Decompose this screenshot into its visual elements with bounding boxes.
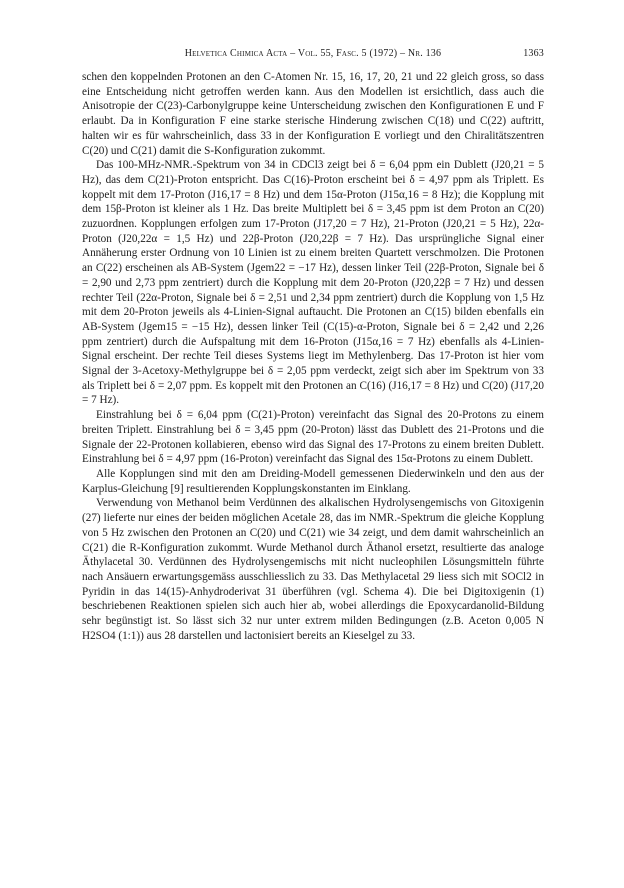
paragraph-1: schen den koppelnden Protonen an den C-Atomen Nr. 15, 16, 17, 20, 21 und 22 gleich gross, so dass eine Entscheidung nicht getroffen werden kann. Aus den Modellen ist ersichtlich, dass auch die Anisotropie der C(23)-Carbonylgruppe keine Unterscheidung zwischen den Konfigurationen E und F erlaubt. Da in Konfiguration F eine starke sterische Hinderung zwischen C(18) und C(22) auftritt, halten wir es für wahrscheinlich, dass 33 in der Konfiguration E vorliegt und den Chiralitätszentren C(20) und C(21) damit die S-Konfiguration zukommt. [82, 71, 544, 157]
running-header [82, 48, 544, 59]
paragraph-3: Einstrahlung bei δ = 6,04 ppm (C(21)-Proton) vereinfacht das Signal des 20-Protons zu einem breiten Triplett. Einstrahlung bei δ = 3,45 ppm (20-Proton) lässt das Dublett des 21-Protons und die Signale der 22-Protonen kollabieren, ebenso wird das Signal des 17-Protons zu einem breiten Dublett. Einstrahlung bei δ = 4,97 ppm (16-Proton) vereinfacht das Signal des 15α-Protons zu einem Dublett. [82, 409, 544, 466]
paragraph-2: Das 100-MHz-NMR.-Spektrum von 34 in CDCl3 zeigt bei δ = 6,04 ppm ein Dublett (J20,21 = 5 Hz), das dem C(21)-Proton entspricht. Das C(16)-Proton erscheint bei δ = 4,97 ppm als Triplett. Es koppelt mit dem 17-Proton (J16,17 = 8 Hz) und dem 15α-Proton (J15α,16 = 8 Hz); die Kopplung mit dem 15β-Proton ist kleiner als 1 Hz. Das breite Multiplett bei δ = 3,45 ppm ist dem Proton an C(20) zuzuordnen. Kopplungen erfolgen zum 17-Proton (J17,20 = 7 Hz), 21-Proton (J20,21 = 5 Hz), 22α-Proton (J20,22α = 1,5 Hz) und 22β-Proton (J20,22β = 7 Hz). Das ursprüngliche Signal einer Annäherung erster Ordnung von 10 Linien ist zu einem breiten Quartett verschmolzen. Die Protonen an C(22) erscheinen als AB-System (Jgem22 = −17 Hz), dessen linker Teil (22β-Proton, Signale bei δ = 2,90 und 2,73 ppm zentriert) durch die Kopplung mit dem 20-Proton (J20,22β = 7 Hz) und dessen rechter Teil (22α-Proton, Signale bei δ = 2,51 und 2,34 ppm zentriert) durch die Kopplung von 1,5 Hz mit dem 20-Proton jeweils als 4-Linien-Signal auftaucht. Die Protonen an C(15) bilden ebenfalls ein AB-System (Jgem15 = −15 Hz), dessen linker Teil (C(15)-α-Proton, Signale bei δ = 2,42 und 2,26 ppm zentriert) durch die Aufspaltung mit dem 16-Proton (J15α,16 = 7 Hz) ebenfalls als 4-Linien-Signal erscheint. Der rechte Teil dieses Systems liegt im Methylenberg. Das 17-Proton ist hier vom Signal der 3-Acetoxy-Methylgruppe bei δ = 2,05 ppm verdeckt, zeigt sich aber im Spektrum von 33 als Triplett bei δ = 2,07 ppm. Es koppelt mit den Protonen an C(16) (J16,17 = 8 Hz) und C(20) (J17,20 = 7 Hz). [82, 159, 544, 407]
page-number: 1363 [523, 48, 544, 59]
article-body [82, 70, 544, 643]
paragraph-4: Alle Kopplungen sind mit den am Dreiding-Modell gemessenen Diederwinkeln und den aus der Karplus-Gleichung [9] resultierenden Kopplungskonstanten im Einklang. [82, 467, 544, 495]
paragraph-5: Verwendung von Methanol beim Verdünnen des alkalischen Hydrolysengemischs von Gitoxigenin (27) lieferte nur eines der beiden möglichen Acetale 28, das im NMR.-Spektrum die gleiche Kopplung von 5 Hz zwischen den Protonen an C(20) und C(21) wie 34 zeigt, und dem damit wahrscheinlich an C(21) die R-Konfiguration zukommt. Wurde Methanol durch Äthanol ersetzt, resultierte das analoge Äthylacetal 30. Verdünnen des Hydrolysengemischs mit nicht nucleophilen Lösungsmitteln führte nach Ansäuern erwartungsgemäss ausschliesslich zu 33. Das Methylacetal 29 liess sich mit SOCl2 in Pyridin in das 14(15)-Anhydroderivat 31 überführen (vgl. Schema 4). Die bei Digitoxigenin (1) beschriebenen Reaktionen spielen sich auch hier ab, wobei allerdings die Epoxycardanolid-Bildung sehr begünstigt ist. So lässt sich 32 nur unter extrem milden Bedingungen (z.B. Aceton 0,005 N H2SO4 (1:1)) aus 28 darstellen und lactonisiert bereits an Kieselgel zu 33. [82, 497, 544, 642]
running-title: Helvetica Chimica Acta – Vol. 55, Fasc. 5 (1972) – Nr. 136 [184, 48, 442, 59]
